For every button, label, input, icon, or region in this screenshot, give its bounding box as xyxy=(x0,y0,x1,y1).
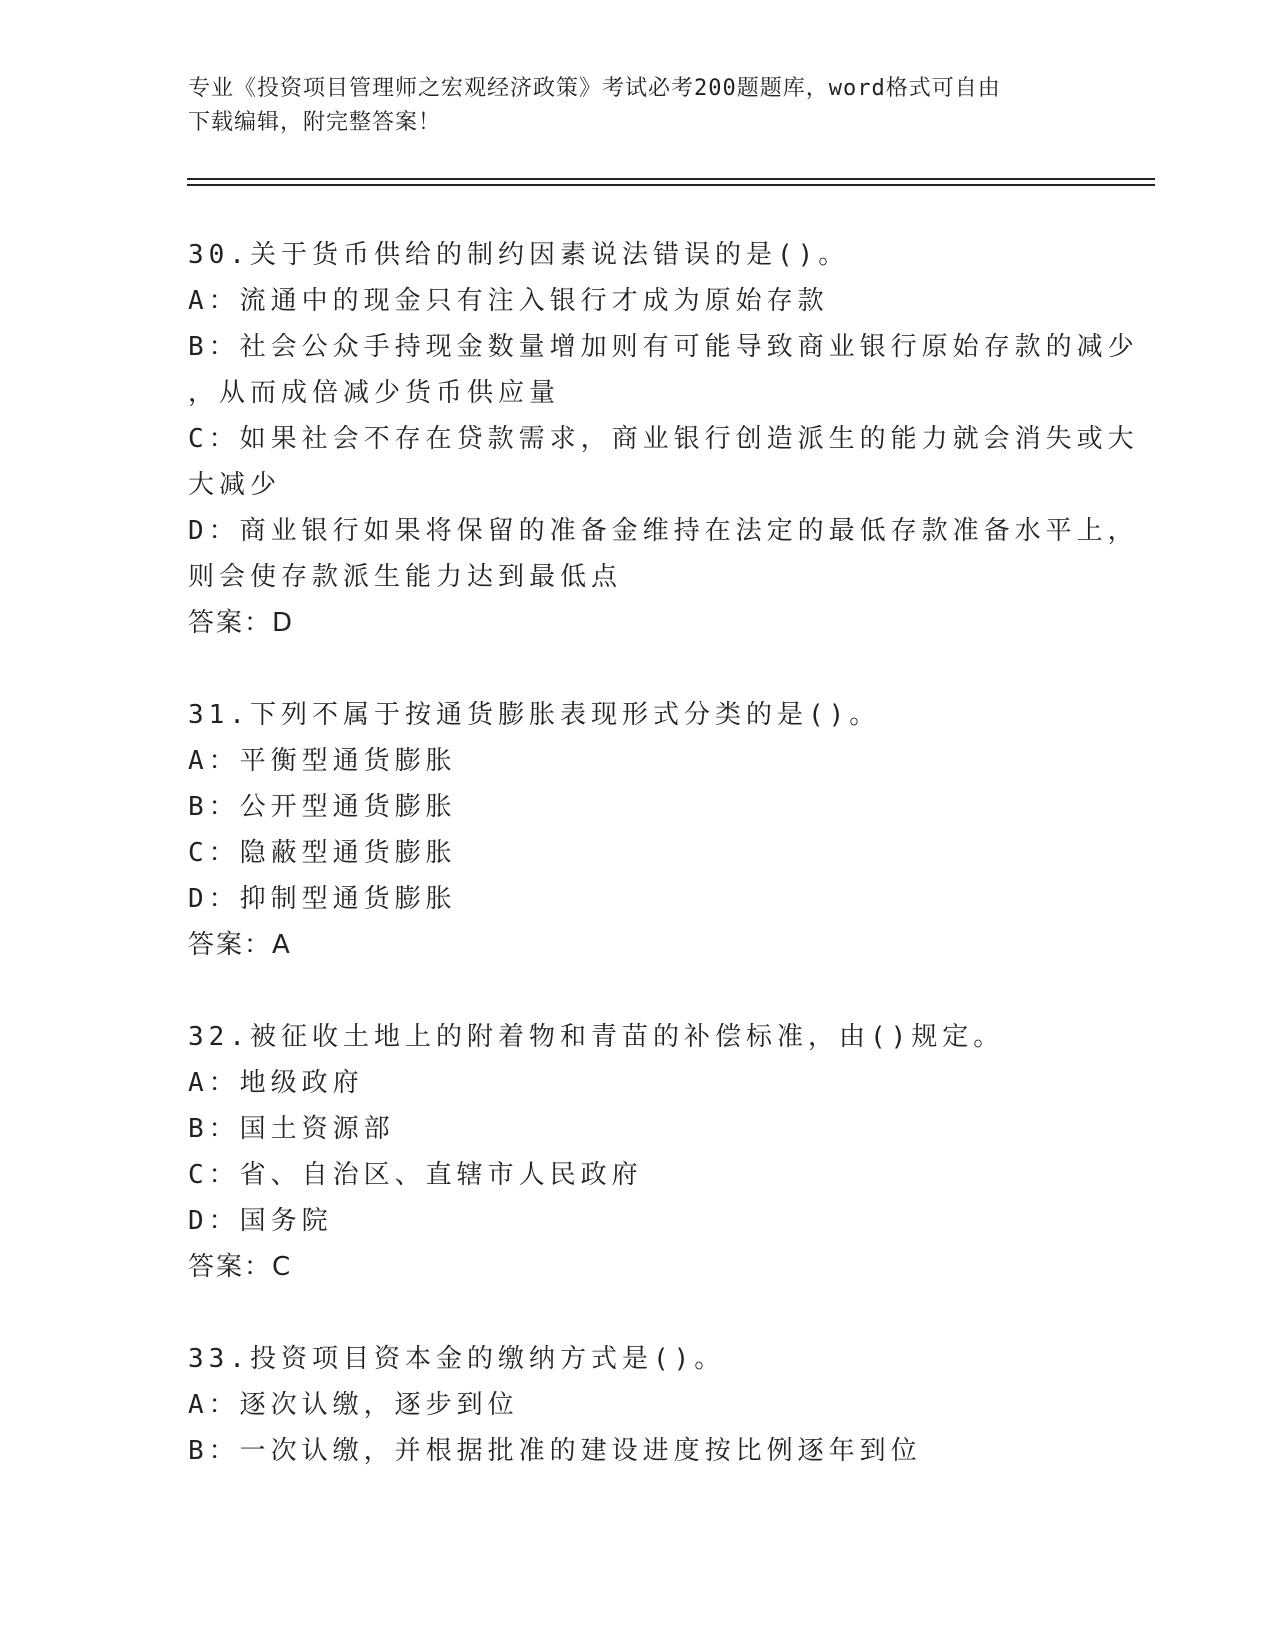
question-list xyxy=(188,232,1139,1520)
question-text: 33.投资项目资本金的缴纳方式是()。 xyxy=(188,1344,726,1374)
question-33 xyxy=(188,1336,1088,1474)
option-a: A：流通中的现金只有注入银行才成为原始存款 xyxy=(188,286,829,316)
option-b: B：社会公众手持现金数量增加则有可能导致商业银行原始存款的减少 xyxy=(188,332,1139,362)
option-a: A：逐次认缴，逐步到位 xyxy=(188,1390,519,1420)
option-c: C：如果社会不存在贷款需求，商业银行创造派生的能力就会消失或大 xyxy=(188,424,1139,454)
question-text: 31.下列不属于按通货膨胀表现形式分类的是()。 xyxy=(188,700,881,730)
header-divider-top xyxy=(187,178,1155,180)
question-31 xyxy=(188,692,1088,968)
option-a: A：平衡型通货膨胀 xyxy=(188,746,457,776)
question-text: 32.被征收土地上的附着物和青苗的补偿标准，由()规定。 xyxy=(188,1022,1005,1052)
answer: 答案：A xyxy=(188,930,292,960)
header-line-2: 下载编辑，附完整答案！ xyxy=(188,110,442,135)
document-header xyxy=(188,72,1068,140)
option-c: C：隐蔽型通货膨胀 xyxy=(188,838,457,868)
option-c-continued: 大减少 xyxy=(188,470,282,500)
option-a: A：地级政府 xyxy=(188,1068,364,1098)
answer: 答案：C xyxy=(188,1252,293,1282)
option-d-continued: 则会使存款派生能力达到最低点 xyxy=(188,562,623,592)
option-d: D：商业银行如果将保留的准备金维持在法定的最低存款准备水平上， xyxy=(188,516,1139,546)
header-divider-bottom xyxy=(187,184,1155,186)
option-d: D：国务院 xyxy=(188,1206,333,1236)
option-d: D：抑制型通货膨胀 xyxy=(188,884,457,914)
question-text: 30.关于货币供给的制约因素说法错误的是()。 xyxy=(188,240,850,270)
option-b: B：公开型通货膨胀 xyxy=(188,792,457,822)
answer: 答案：D xyxy=(188,608,295,638)
header-line-1: 专业《投资项目管理师之宏观经济政策》考试必考200题题库，word格式可自由 xyxy=(188,76,1001,101)
question-32 xyxy=(188,1014,1088,1290)
option-b: B：一次认缴，并根据批准的建设进度按比例逐年到位 xyxy=(188,1436,922,1466)
question-30 xyxy=(188,232,1139,646)
option-c: C：省、自治区、直辖市人民政府 xyxy=(188,1160,643,1190)
option-b: B：国土资源部 xyxy=(188,1114,395,1144)
option-b-continued: ，从而成倍减少货币供应量 xyxy=(188,378,561,408)
